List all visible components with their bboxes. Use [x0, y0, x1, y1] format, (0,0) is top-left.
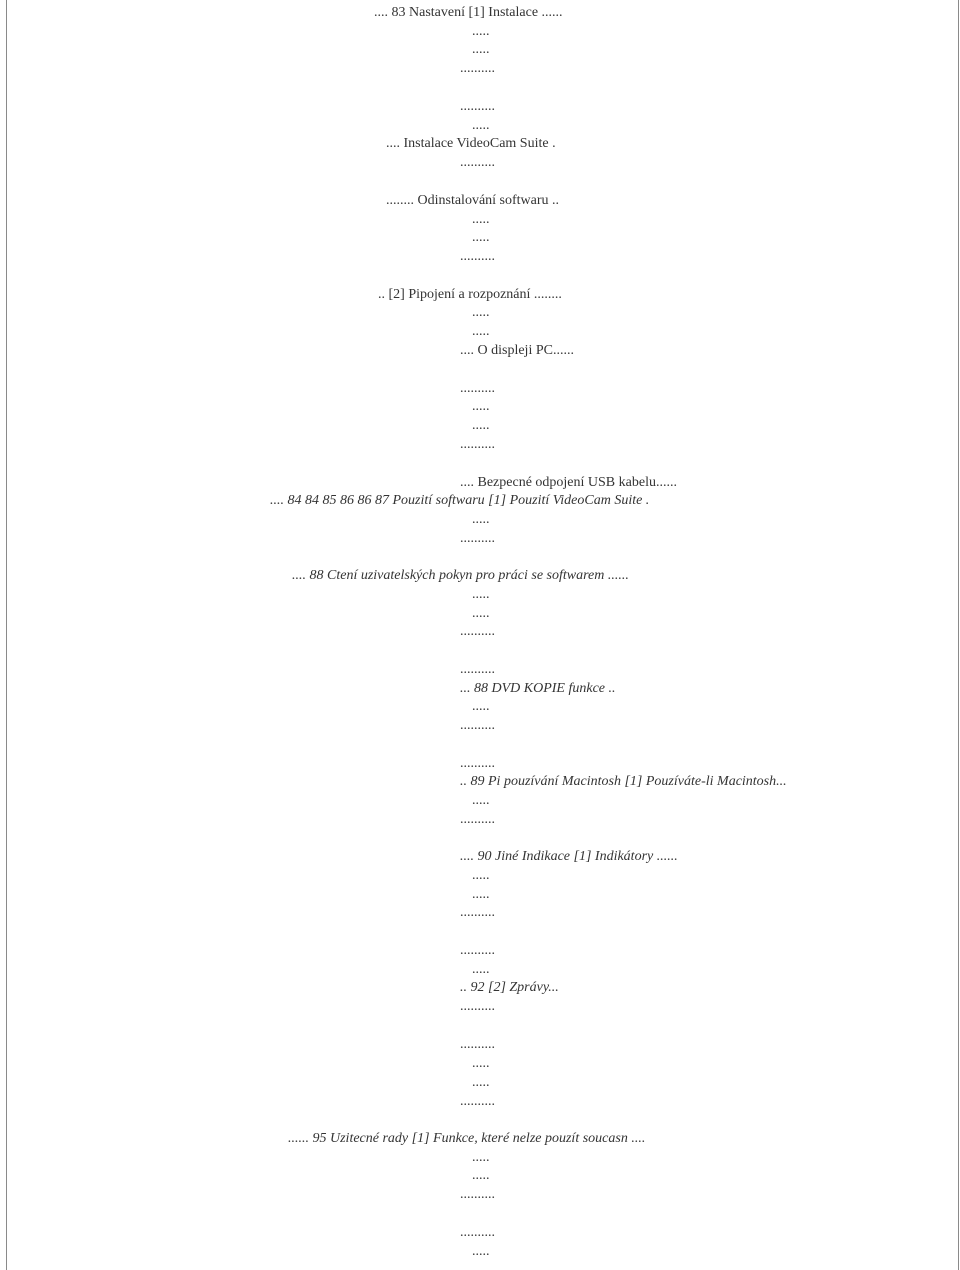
dot-leader-line: ..........	[460, 381, 495, 396]
dot-leader-line: .....	[472, 1150, 490, 1165]
dot-leader-line: .....	[472, 1075, 490, 1090]
toc-line-zpravy: .. 92 [2] Zprávy...	[460, 980, 559, 995]
dot-leader-line: .....	[472, 399, 490, 414]
dot-leader-line: ..........	[460, 437, 495, 452]
dot-leader-line: .....	[472, 868, 490, 883]
dot-leader-line: .....	[472, 324, 490, 339]
toc-line-o-displeji: .... O displeji PC......	[460, 343, 574, 358]
toc-line-instalace-videocam: .... Instalace VideoCam Suite .	[386, 136, 556, 151]
dot-leader-line: ..........	[460, 249, 495, 264]
dot-leader-line: .....	[472, 699, 490, 714]
dot-leader-line: .....	[472, 230, 490, 245]
dot-leader-line: .....	[472, 512, 490, 527]
dot-leader-line: ..........	[460, 718, 495, 733]
dot-leader-line: ..........	[460, 99, 495, 114]
dot-leader-line: .....	[472, 1056, 490, 1071]
dot-leader-line: ..........	[460, 662, 495, 677]
dot-leader-line: .....	[472, 962, 490, 977]
left-page-border	[6, 0, 7, 1270]
toc-line-pouziti-softwaru: .... 84 84 85 86 86 87 Pouzití softwaru [1] Pouzití VideoCam Suite .	[270, 493, 650, 508]
dot-leader-line: ..........	[460, 756, 495, 771]
dot-leader-line: ..........	[460, 1037, 495, 1052]
dot-leader-line: ..........	[460, 999, 495, 1014]
dot-leader-line: ..........	[460, 531, 495, 546]
toc-line-cteni-pokynu: .... 88 Ctení uzivatelských pokyn pro práci se softwarem ......	[292, 568, 629, 583]
dot-leader-line: ..........	[460, 1225, 495, 1240]
dot-leader-line: .....	[472, 305, 490, 320]
dot-leader-line: ..........	[460, 943, 495, 958]
dot-leader-line: .....	[472, 24, 490, 39]
toc-line-indikatory: .... 90 Jiné Indikace [1] Indikátory ......	[460, 849, 678, 864]
toc-line-dvd-kopie: ... 88 DVD KOPIE funkce ..	[460, 681, 616, 696]
dot-leader-line: .....	[472, 587, 490, 602]
toc-line-bezpecne-odpojeni: .... Bezpecné odpojení USB kabelu......	[460, 475, 677, 490]
dot-leader-line: .....	[472, 1168, 490, 1183]
dot-leader-line: .....	[472, 212, 490, 227]
dot-leader-line: .....	[472, 418, 490, 433]
dot-leader-line: .....	[472, 606, 490, 621]
dot-leader-line: ..........	[460, 61, 495, 76]
dot-leader-line: .....	[472, 42, 490, 57]
dot-leader-line: ..........	[460, 1094, 495, 1109]
dot-leader-line: ..........	[460, 1187, 495, 1202]
dot-leader-line: .....	[472, 887, 490, 902]
toc-line-odinstalovani: ........ Odinstalování softwaru ..	[386, 193, 560, 208]
dot-leader-line: .....	[472, 118, 490, 133]
toc-line-pripojeni: .. [2] Pipojení a rozpoznání ........	[378, 287, 562, 302]
toc-line-macintosh: .. 89 Pi pouzívání Macintosh [1] Pouzíváte-li Macintosh...	[460, 774, 787, 789]
dot-leader-line: ..........	[460, 812, 495, 827]
dot-leader-line: ..........	[460, 155, 495, 170]
dot-leader-line: .....	[472, 1244, 490, 1259]
right-page-border	[958, 0, 959, 1270]
dot-leader-line: .....	[472, 793, 490, 808]
dot-leader-line: ..........	[460, 624, 495, 639]
toc-line-uzitecne-rady: ...... 95 Uzitecné rady [1] Funkce, které nelze pouzít soucasn ....	[288, 1131, 646, 1146]
toc-line-nastaveni: .... 83 Nastavení [1] Instalace ......	[374, 5, 563, 20]
dot-leader-line: ..........	[460, 905, 495, 920]
